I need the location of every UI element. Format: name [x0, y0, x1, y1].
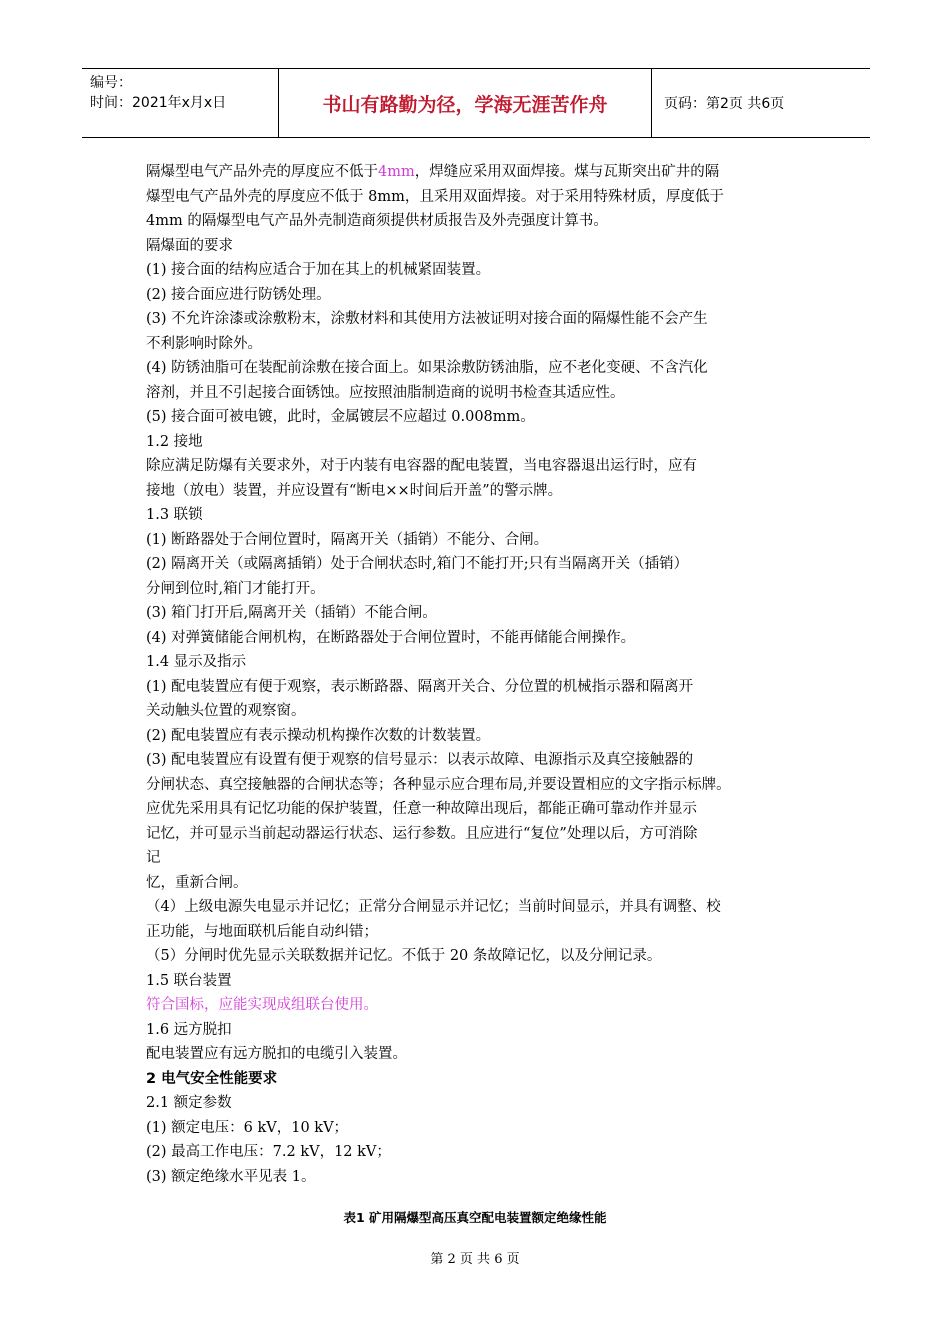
- highlight-line: 符合国标，应能实现成组联台使用。: [146, 997, 378, 1013]
- paragraph-line: 分闸到位时,箱门才能打开。: [146, 580, 325, 597]
- list-item: (1) 配电装置应有便于观察，表示断路器、隔离开关合、分位置的机械指示器和隔离开: [146, 678, 694, 695]
- list-item: (2) 最高工作电压：7.2 kV，12 kV；: [146, 1144, 391, 1160]
- paragraph-line: 记: [146, 850, 161, 866]
- chapter-heading: 2 电气安全性能要求: [146, 1070, 278, 1087]
- table-caption: 表1 矿用隔爆型高压真空配电装置额定绝缘性能: [343, 1210, 607, 1225]
- page-header: [82, 68, 870, 138]
- paragraph-line: 4mm 的隔爆型电气产品外壳制造商须提供材质报告及外壳强度计算书。: [146, 213, 608, 229]
- paragraph-line: 正功能，与地面联机后能自动纠错；: [146, 923, 378, 940]
- list-item: (4) 对弹簧储能合闸机构，在断路器处于合闸位置时，不能再储能合闸操作。: [146, 629, 636, 646]
- list-item: (5) 接合面可被电镀，此时，金属镀层不应超过 0.008mm。: [146, 409, 535, 425]
- paragraph-line: 应优先采用具有记忆功能的保护装置，任意一种故障出现后，都能正确可靠动作并显示: [146, 801, 697, 817]
- list-item: (3) 不允许涂漆或涂敷粉末，涂敷材料和其使用方法被证明对接合面的隔爆性能不会产生: [146, 311, 708, 327]
- list-item: (2) 接合面应进行防锈处理。: [146, 286, 331, 303]
- list-item: (1) 接合面的结构应适合于加在其上的机械紧固装置。: [146, 262, 491, 278]
- section-heading: 1.5 联台装置: [146, 972, 232, 989]
- time-label: 时间：2021年x月x日: [90, 95, 227, 111]
- paragraph-line: 爆型电气产品外壳的厚度应不低于 8mm，且采用双面焊接。对于采用特殊材质，厚度低于: [146, 188, 724, 205]
- section-heading: 2.1 额定参数: [146, 1095, 232, 1111]
- paragraph-line: 不利影响时除外。: [146, 335, 262, 352]
- paragraph-line: 溶剂，并且不引起接合面锈蚀。应按照油脂制造商的说明书检查其适应性。: [146, 384, 625, 401]
- list-item: (3) 配电装置应有设置有便于观察的信号显示：以表示故障、电源指示及真空接触器的: [146, 752, 694, 768]
- list-item: (2) 隔离开关（或隔离插销）处于合闸状态时,箱门不能打开;只有当隔离开关（插销）: [146, 556, 689, 572]
- code-label: 编号：: [90, 75, 132, 91]
- paragraph-line: 记忆，并可显示当前起动器运行状态、运行参数。且应进行“复位”处理以后，方可消除: [146, 825, 698, 842]
- section-heading: 1.3 联锁: [146, 507, 203, 523]
- paragraph-line: 分闸状态、真空接触器的合闸状态等；各种显示应合理布局,并要设置相应的文字指示标牌。: [146, 776, 731, 793]
- list-item: (3) 箱门打开后,隔离开关（插销）不能合闸。: [146, 605, 437, 621]
- document-body: [146, 160, 806, 1189]
- paragraph-line: 关动触头位置的观察窗。: [146, 703, 306, 719]
- highlight-thickness: 4mm: [378, 164, 415, 180]
- paragraph-line: 配电装置应有远方脱扣的电缆引入装置。: [146, 1046, 407, 1062]
- list-item: （4）上级电源失电显示并记忆；正常分合闸显示并记忆；当前时间显示，并具有调整、校: [146, 899, 721, 915]
- paragraph-line: 隔爆型电气产品外壳的厚度应不低于4mm，焊缝应采用双面焊接。煤与瓦斯突出矿井的隔: [146, 164, 720, 180]
- section-heading: 1.2 接地: [146, 433, 203, 450]
- header-meta: [82, 69, 279, 137]
- section-heading: 隔爆面的要求: [146, 237, 233, 254]
- list-item: (4) 防锈油脂可在装配前涂敷在接合面上。如果涂敷防锈油脂，应不老化变硬、不含汽化: [146, 360, 708, 376]
- paragraph-line: 接地（放电）装置，并应设置有“断电××时间后开盖”的警示牌。: [146, 482, 563, 499]
- header-page-info: 页码：第2页 共6页: [664, 96, 785, 112]
- section-heading: 1.6 远方脱扣: [146, 1021, 232, 1038]
- page-footer: 第 2 页 共 6 页: [430, 1252, 520, 1267]
- header-motto: 书山有路勤为径，学海无涯苦作舟: [279, 69, 652, 137]
- list-item: (3) 额定绝缘水平见表 1。: [146, 1168, 316, 1185]
- list-item: （5）分闸时优先显示关联数据并记忆。不低于 20 条故障记忆，以及分闸记录。: [146, 948, 662, 964]
- paragraph-line: 忆，重新合闸。: [146, 874, 248, 891]
- list-item: (1) 断路器处于合闸位置时，隔离开关（插销）不能分、合闸。: [146, 531, 549, 548]
- list-item: (1) 额定电压：6 kV，10 kV；: [146, 1119, 349, 1136]
- section-heading: 1.4 显示及指示: [146, 654, 247, 670]
- list-item: (2) 配电装置应有表示操动机构操作次数的计数装置。: [146, 727, 491, 744]
- paragraph-line: 除应满足防爆有关要求外，对于内装有电容器的配电装置，当电容器退出运行时，应有: [146, 458, 697, 474]
